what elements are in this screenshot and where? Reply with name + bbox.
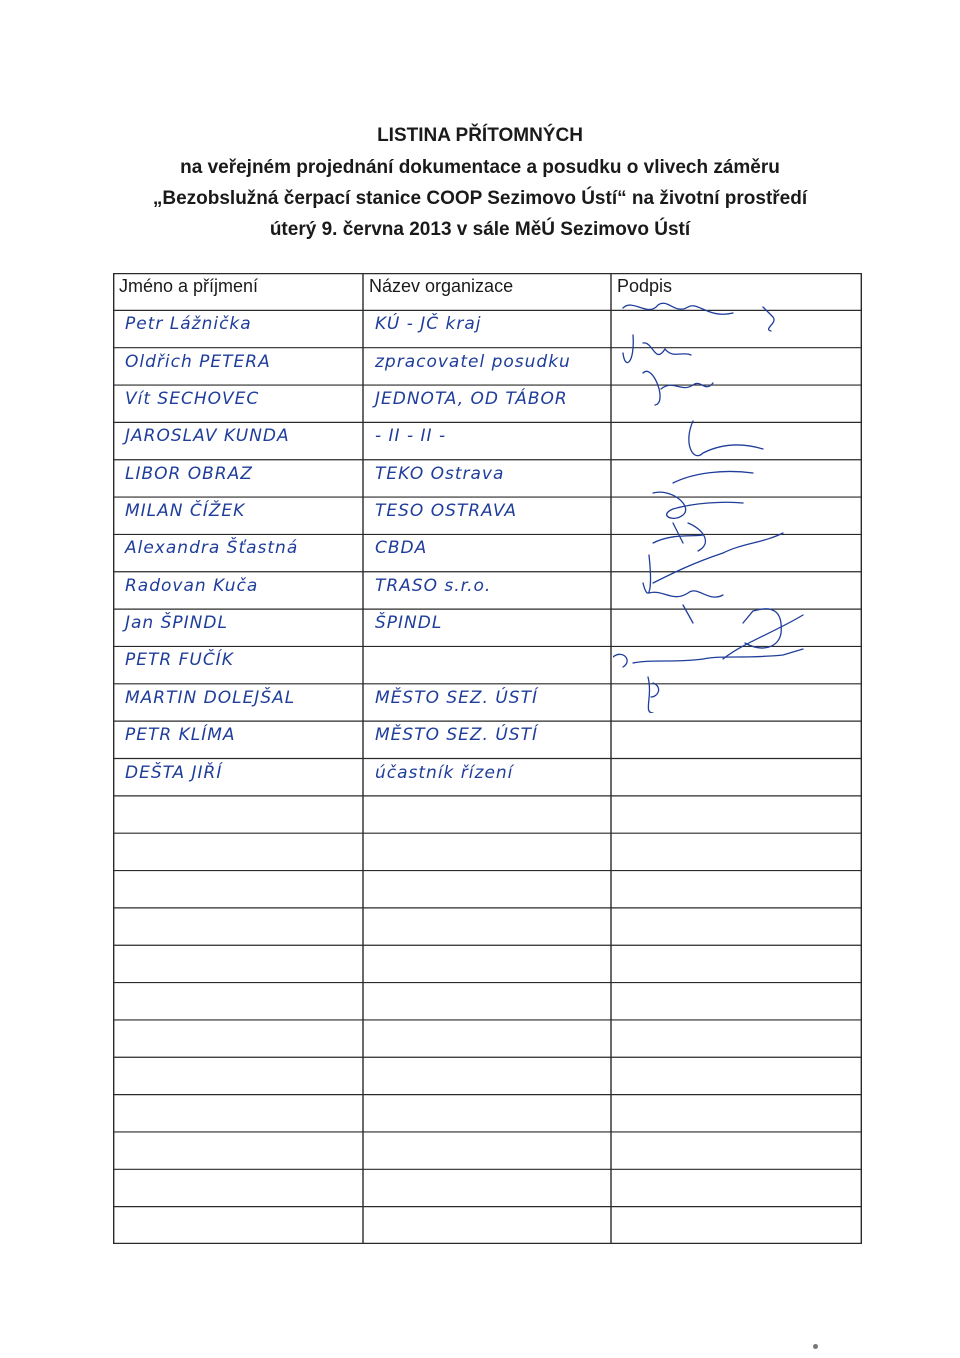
header-line-2: „Bezobslužná čerpací stanice COOP Sezimovo Ústí“ na životní prostředí bbox=[152, 188, 808, 209]
attendee-name: Petr Lážnička bbox=[125, 314, 252, 335]
signature-column-handwriting bbox=[613, 293, 862, 713]
column-header-signature: Podpis bbox=[617, 276, 673, 296]
scan-speck bbox=[813, 1344, 818, 1349]
attendee-organization: JEDNOTA, OD TÁBOR bbox=[375, 389, 568, 410]
attendee-name: Vít SECHOVEC bbox=[125, 389, 260, 410]
document-title: LISTINA PŘÍTOMNÝCH bbox=[377, 125, 583, 146]
attendee-name: JAROSLAV KUNDA bbox=[125, 426, 290, 447]
column-header-name: Jméno a příjmení bbox=[119, 276, 259, 296]
attendee-organization: zpracovatel posudku bbox=[375, 351, 571, 372]
attendance-table bbox=[113, 273, 862, 1244]
attendee-organization: TESO OSTRAVA bbox=[375, 501, 517, 522]
attendee-organization: TEKO Ostrava bbox=[375, 463, 505, 484]
attendee-organization: KÚ - JČ kraj bbox=[375, 314, 482, 335]
attendee-organization: účastník řízení bbox=[375, 762, 514, 783]
document-header bbox=[0, 120, 960, 245]
attendee-organization: TRASO s.r.o. bbox=[375, 575, 492, 596]
attendee-name: MARTIN DOLEJŠAL bbox=[125, 687, 296, 708]
attendee-name: Jan ŠPINDL bbox=[125, 613, 228, 634]
attendee-name: Alexandra Šťastná bbox=[125, 538, 299, 559]
attendee-organization: ŠPINDL bbox=[375, 613, 443, 634]
attendee-name: Oldřich PETERA bbox=[125, 351, 271, 372]
attendee-name: DEŠTA JIŘÍ bbox=[125, 762, 223, 783]
column-header-organization: Název organizace bbox=[369, 276, 514, 296]
attendee-name: PETR KLÍMA bbox=[125, 725, 236, 746]
attendee-organization: CBDA bbox=[375, 538, 428, 559]
attendee-name: Radovan Kuča bbox=[125, 575, 259, 596]
header-line-3: úterý 9. června 2013 v sále MěÚ Sezimovo Ústí bbox=[269, 219, 691, 240]
attendee-organization: - II - II - bbox=[375, 426, 447, 447]
attendee-name: LIBOR OBRAZ bbox=[125, 463, 253, 484]
attendee-name: MILAN ČÍŽEK bbox=[125, 501, 246, 522]
header-line-1: na veřejném projednání dokumentace a posudku o vlivech záměru bbox=[180, 157, 780, 178]
attendee-organization: MĚSTO SEZ. ÚSTÍ bbox=[375, 687, 538, 708]
attendee-name: PETR FUČÍK bbox=[125, 650, 234, 671]
attendee-organization: MĚSTO SEZ. ÚSTÍ bbox=[375, 725, 538, 746]
